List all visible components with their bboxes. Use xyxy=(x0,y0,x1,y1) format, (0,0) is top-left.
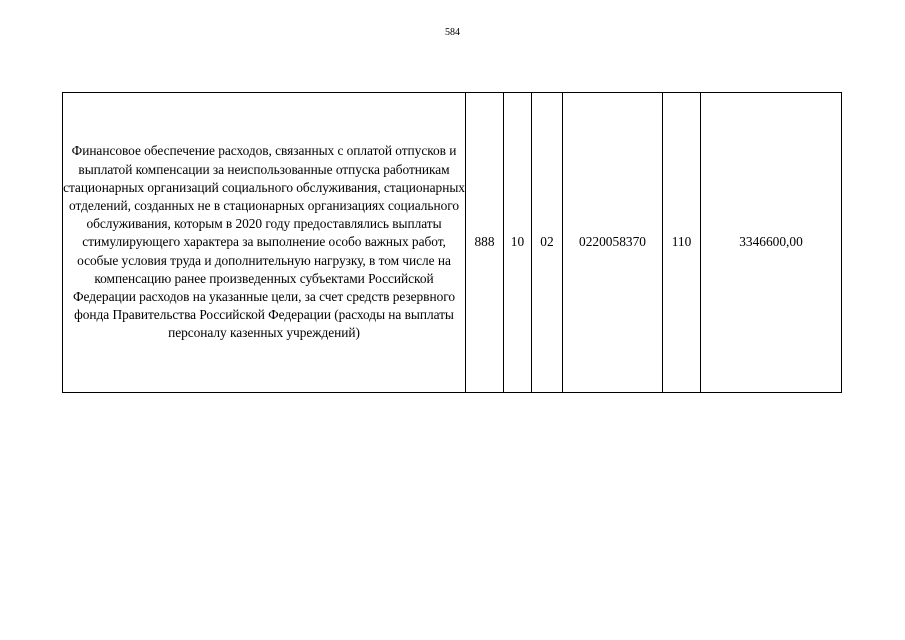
expense-name-cell xyxy=(63,93,466,393)
amount-cell: 3346600,00 xyxy=(701,93,842,393)
section-code-cell: 10 xyxy=(504,93,532,393)
expense-type-cell: 110 xyxy=(663,93,701,393)
page-number: 584 xyxy=(445,27,460,38)
table-row xyxy=(63,93,842,393)
expense-name: Финансовое обеспечение расходов, связанных с оплатой отпусков и выплатой компенсации за неиспользованные отпуска работникам стационарных организаций социального обслуживания, стационарных отделений, созданных не в стационарных организациях социального обслуживания, которым в 2020 году предоставлялись выплаты стимулирующего характера за выполнение особо важных работ, особые условия труда и дополнительную нагрузку, в том числе на компенсацию ранее произведенных субъектами Российской Федерации расходов на указанные цели, за счет средств резервного фонда Правительства Российской Федерации (расходы на выплаты персоналу казенных учреждений) xyxy=(63,143,465,341)
subsection-code-cell: 02 xyxy=(532,93,563,393)
budget-table xyxy=(62,92,842,393)
ministry-code-cell: 888 xyxy=(466,93,504,393)
target-article-cell: 0220058370 xyxy=(563,93,663,393)
